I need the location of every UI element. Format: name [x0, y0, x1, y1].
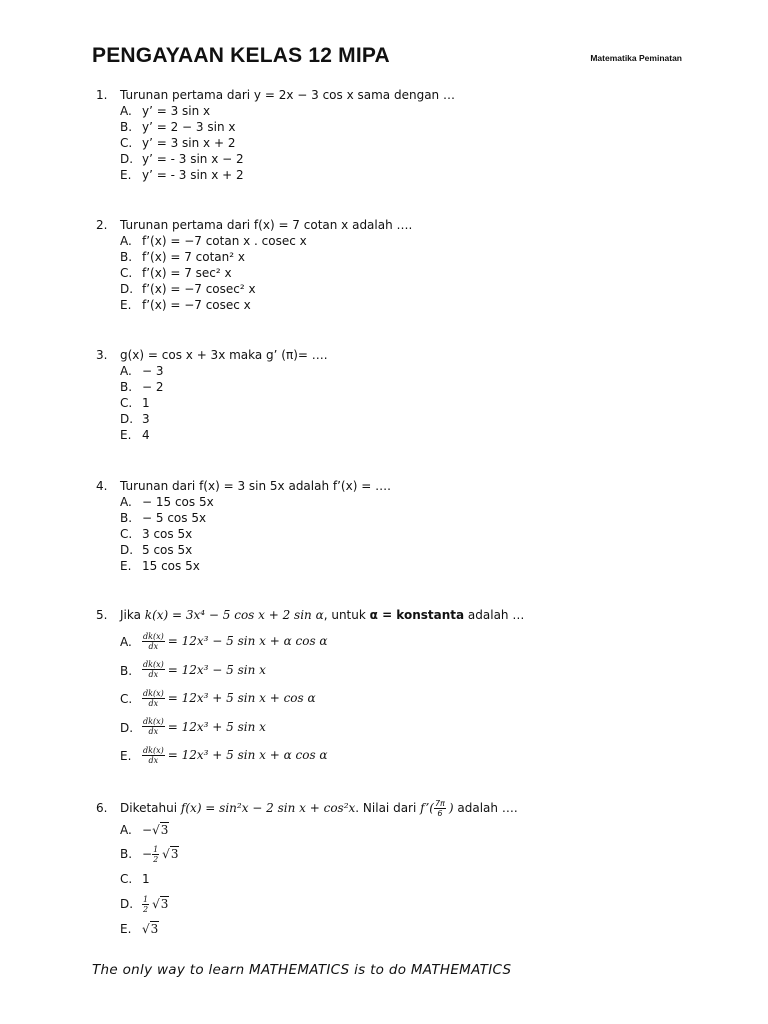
option-a — [96, 494, 696, 510]
page-header — [92, 44, 682, 74]
option-math: − $\frac{1}{2}$ √3 — [142, 844, 179, 864]
option-letter: E. — [120, 298, 132, 312]
option-letter: B. — [120, 250, 133, 264]
option-d — [96, 151, 696, 167]
argument-fraction: $\frac{7\pi}{6}$ — [434, 798, 445, 818]
question-text: Diketahui f(x) = sin²x − 2 sin x + cos²x . Nilai dari f’( $\frac{7\pi}{6}$ ) adalah …. — [120, 798, 518, 818]
sqrt-symbol: √3 — [142, 922, 159, 936]
option-e — [96, 917, 696, 941]
option-math: $\frac{dk(x)}{dx}$ = 12x³ + 5 sin x + cos α — [143, 688, 316, 708]
option-e — [96, 741, 696, 770]
option-math — [142, 891, 169, 917]
question-tail: adalah … — [467, 608, 525, 622]
option-math: $\frac{dk(x)}{dx}$ = 12x³ + 5 sin x + α cos α — [143, 745, 328, 765]
option-b — [96, 249, 696, 265]
option-letter: E. — [120, 168, 132, 182]
question-tail: adalah …. — [457, 801, 518, 815]
option-math — [142, 917, 159, 941]
derivative-fraction: $\frac{dk(x)}{dx}$ — [143, 717, 164, 736]
option-letter: A. — [120, 234, 132, 248]
question-number: 6. — [96, 801, 108, 815]
option-a — [96, 363, 696, 379]
option-letter: C. — [120, 266, 133, 280]
option-letter: C. — [120, 872, 133, 886]
option-text: y’ = 3 sin x — [142, 104, 211, 118]
option-letter: B. — [120, 120, 133, 134]
question-number: 1. — [96, 88, 108, 102]
option-letter: B. — [120, 663, 133, 678]
question-mid: , untuk — [323, 608, 366, 622]
sqrt-symbol: √3 — [152, 823, 169, 837]
option-text: − 2 — [142, 380, 164, 394]
footer-quote: The only way to learn MATHEMATICS is to do MATHEMATICS — [92, 962, 512, 978]
option-d — [96, 713, 696, 742]
option-e — [96, 297, 696, 313]
option-text: 5 cos 5x — [142, 543, 193, 557]
derivative-fraction: $\frac{dk(x)}{dx}$ — [143, 660, 164, 679]
option-e — [96, 167, 696, 183]
option-b — [96, 379, 696, 395]
option-d — [96, 542, 696, 558]
option-text: y’ = 3 sin x + 2 — [142, 136, 236, 150]
option-letter: D. — [120, 720, 134, 735]
half-fraction: $\frac{1}{2}$ — [143, 894, 149, 914]
option-letter: E. — [120, 428, 132, 442]
question-5 — [96, 607, 696, 770]
option-math: $\frac{dk(x)}{dx}$ = 12x³ − 5 sin x + α cos α — [143, 631, 328, 651]
option-math: $\frac{dk(x)}{dx}$ = 12x³ − 5 sin x — [143, 660, 266, 679]
option-a — [96, 627, 696, 656]
constant-note: α = konstanta — [369, 608, 465, 622]
half-fraction: $\frac{1}{2}$ — [153, 844, 159, 864]
question-text — [120, 607, 524, 623]
option-text: f’(x) = −7 cosec x — [142, 298, 251, 312]
option-a — [96, 233, 696, 249]
option-text: y’ = - 3 sin x − 2 — [142, 152, 244, 166]
option-letter: B. — [120, 511, 133, 525]
question-4 — [96, 478, 696, 574]
subject-label: Matematika Peminatan — [590, 53, 682, 63]
option-letter: D. — [120, 543, 134, 557]
option-e — [96, 427, 696, 443]
option-c — [96, 684, 696, 713]
question-1 — [96, 87, 696, 183]
question-number: 5. — [96, 608, 108, 622]
option-text: f’(x) = −7 cosec² x — [142, 282, 256, 296]
option-letter: D. — [120, 152, 134, 166]
question-mid: . Nilai dari — [355, 801, 417, 815]
option-text: f’(x) = −7 cotan x . cosec x — [142, 234, 307, 248]
option-text: f’(x) = 7 sec² x — [142, 266, 232, 280]
option-letter: B. — [120, 847, 133, 861]
option-letter: E. — [120, 922, 132, 936]
option-letter: A. — [120, 364, 132, 378]
option-letter: C. — [120, 136, 133, 150]
option-text: 3 cos 5x — [142, 527, 193, 541]
option-letter: B. — [120, 380, 133, 394]
question-text: g(x) = cos x + 3x maka g’ (π)= …. — [120, 348, 328, 362]
option-letter: A. — [120, 635, 132, 649]
sqrt-symbol: √3 — [152, 897, 169, 911]
derivative-fraction: $\frac{dk(x)}{dx}$ — [143, 631, 164, 651]
option-text: − 3 — [142, 364, 164, 378]
option-letter: A. — [120, 495, 132, 509]
option-a — [96, 103, 696, 119]
question-6 — [96, 797, 696, 941]
option-d — [96, 281, 696, 297]
question-2 — [96, 217, 696, 313]
option-a — [96, 819, 696, 841]
option-c — [96, 526, 696, 542]
option-b — [96, 841, 696, 867]
question-3 — [96, 347, 696, 443]
option-letter: D. — [120, 412, 134, 426]
option-d — [96, 411, 696, 427]
option-text: y’ = - 3 sin x + 2 — [142, 168, 244, 182]
question-text: Turunan dari f(x) = 3 sin 5x adalah f’(x) = …. — [120, 479, 391, 493]
option-text: 15 cos 5x — [142, 559, 200, 573]
question-number: 3. — [96, 348, 108, 362]
option-letter: E. — [120, 749, 132, 763]
question-text: Turunan pertama dari y = 2x − 3 cos x sama dengan … — [120, 88, 455, 102]
option-d — [96, 891, 696, 917]
option-text: f’(x) = 7 cotan² x — [142, 250, 245, 264]
option-text: − 15 cos 5x — [142, 495, 214, 509]
option-letter: D. — [120, 897, 134, 911]
option-c — [96, 867, 696, 891]
option-letter: C. — [120, 396, 133, 410]
option-c — [96, 265, 696, 281]
derivative-fraction: $\frac{dk(x)}{dx}$ — [143, 688, 164, 708]
option-text: 4 — [142, 428, 150, 442]
option-math: − √3 — [142, 823, 169, 837]
page-title: PENGAYAAN KELAS 12 MIPA — [92, 44, 390, 67]
option-text: 3 — [142, 412, 150, 426]
question-number: 2. — [96, 218, 108, 232]
option-text: 1 — [142, 396, 150, 410]
option-letter: C. — [120, 692, 133, 706]
function-expression: f(x) = sin²x − 2 sin x + cos²x — [180, 801, 356, 815]
sqrt-symbol: √3 — [162, 847, 179, 861]
question-intro: Diketahui — [120, 801, 178, 815]
option-e — [96, 558, 696, 574]
option-text: 1 — [142, 872, 150, 886]
function-expression: k(x) = 3x⁴ − 5 cos x + 2 sin α — [144, 608, 324, 622]
option-letter: C. — [120, 527, 133, 541]
option-b — [96, 119, 696, 135]
fprime-label: f’( — [420, 801, 434, 815]
question-number: 4. — [96, 479, 108, 493]
option-letter: D. — [120, 282, 134, 296]
option-c — [96, 135, 696, 151]
option-text: y’ = 2 − 3 sin x — [142, 120, 236, 134]
option-letter: E. — [120, 559, 132, 573]
question-text: Turunan pertama dari f(x) = 7 cotan x adalah …. — [120, 218, 413, 232]
option-text: − 5 cos 5x — [142, 511, 207, 525]
option-letter: A. — [120, 823, 132, 837]
option-b — [96, 510, 696, 526]
option-b — [96, 656, 696, 685]
option-math: $\frac{dk(x)}{dx}$ = 12x³ + 5 sin x — [143, 717, 266, 736]
question-intro: Jika — [120, 608, 141, 622]
option-letter: A. — [120, 104, 132, 118]
derivative-fraction: $\frac{dk(x)}{dx}$ — [143, 745, 164, 765]
option-c — [96, 395, 696, 411]
